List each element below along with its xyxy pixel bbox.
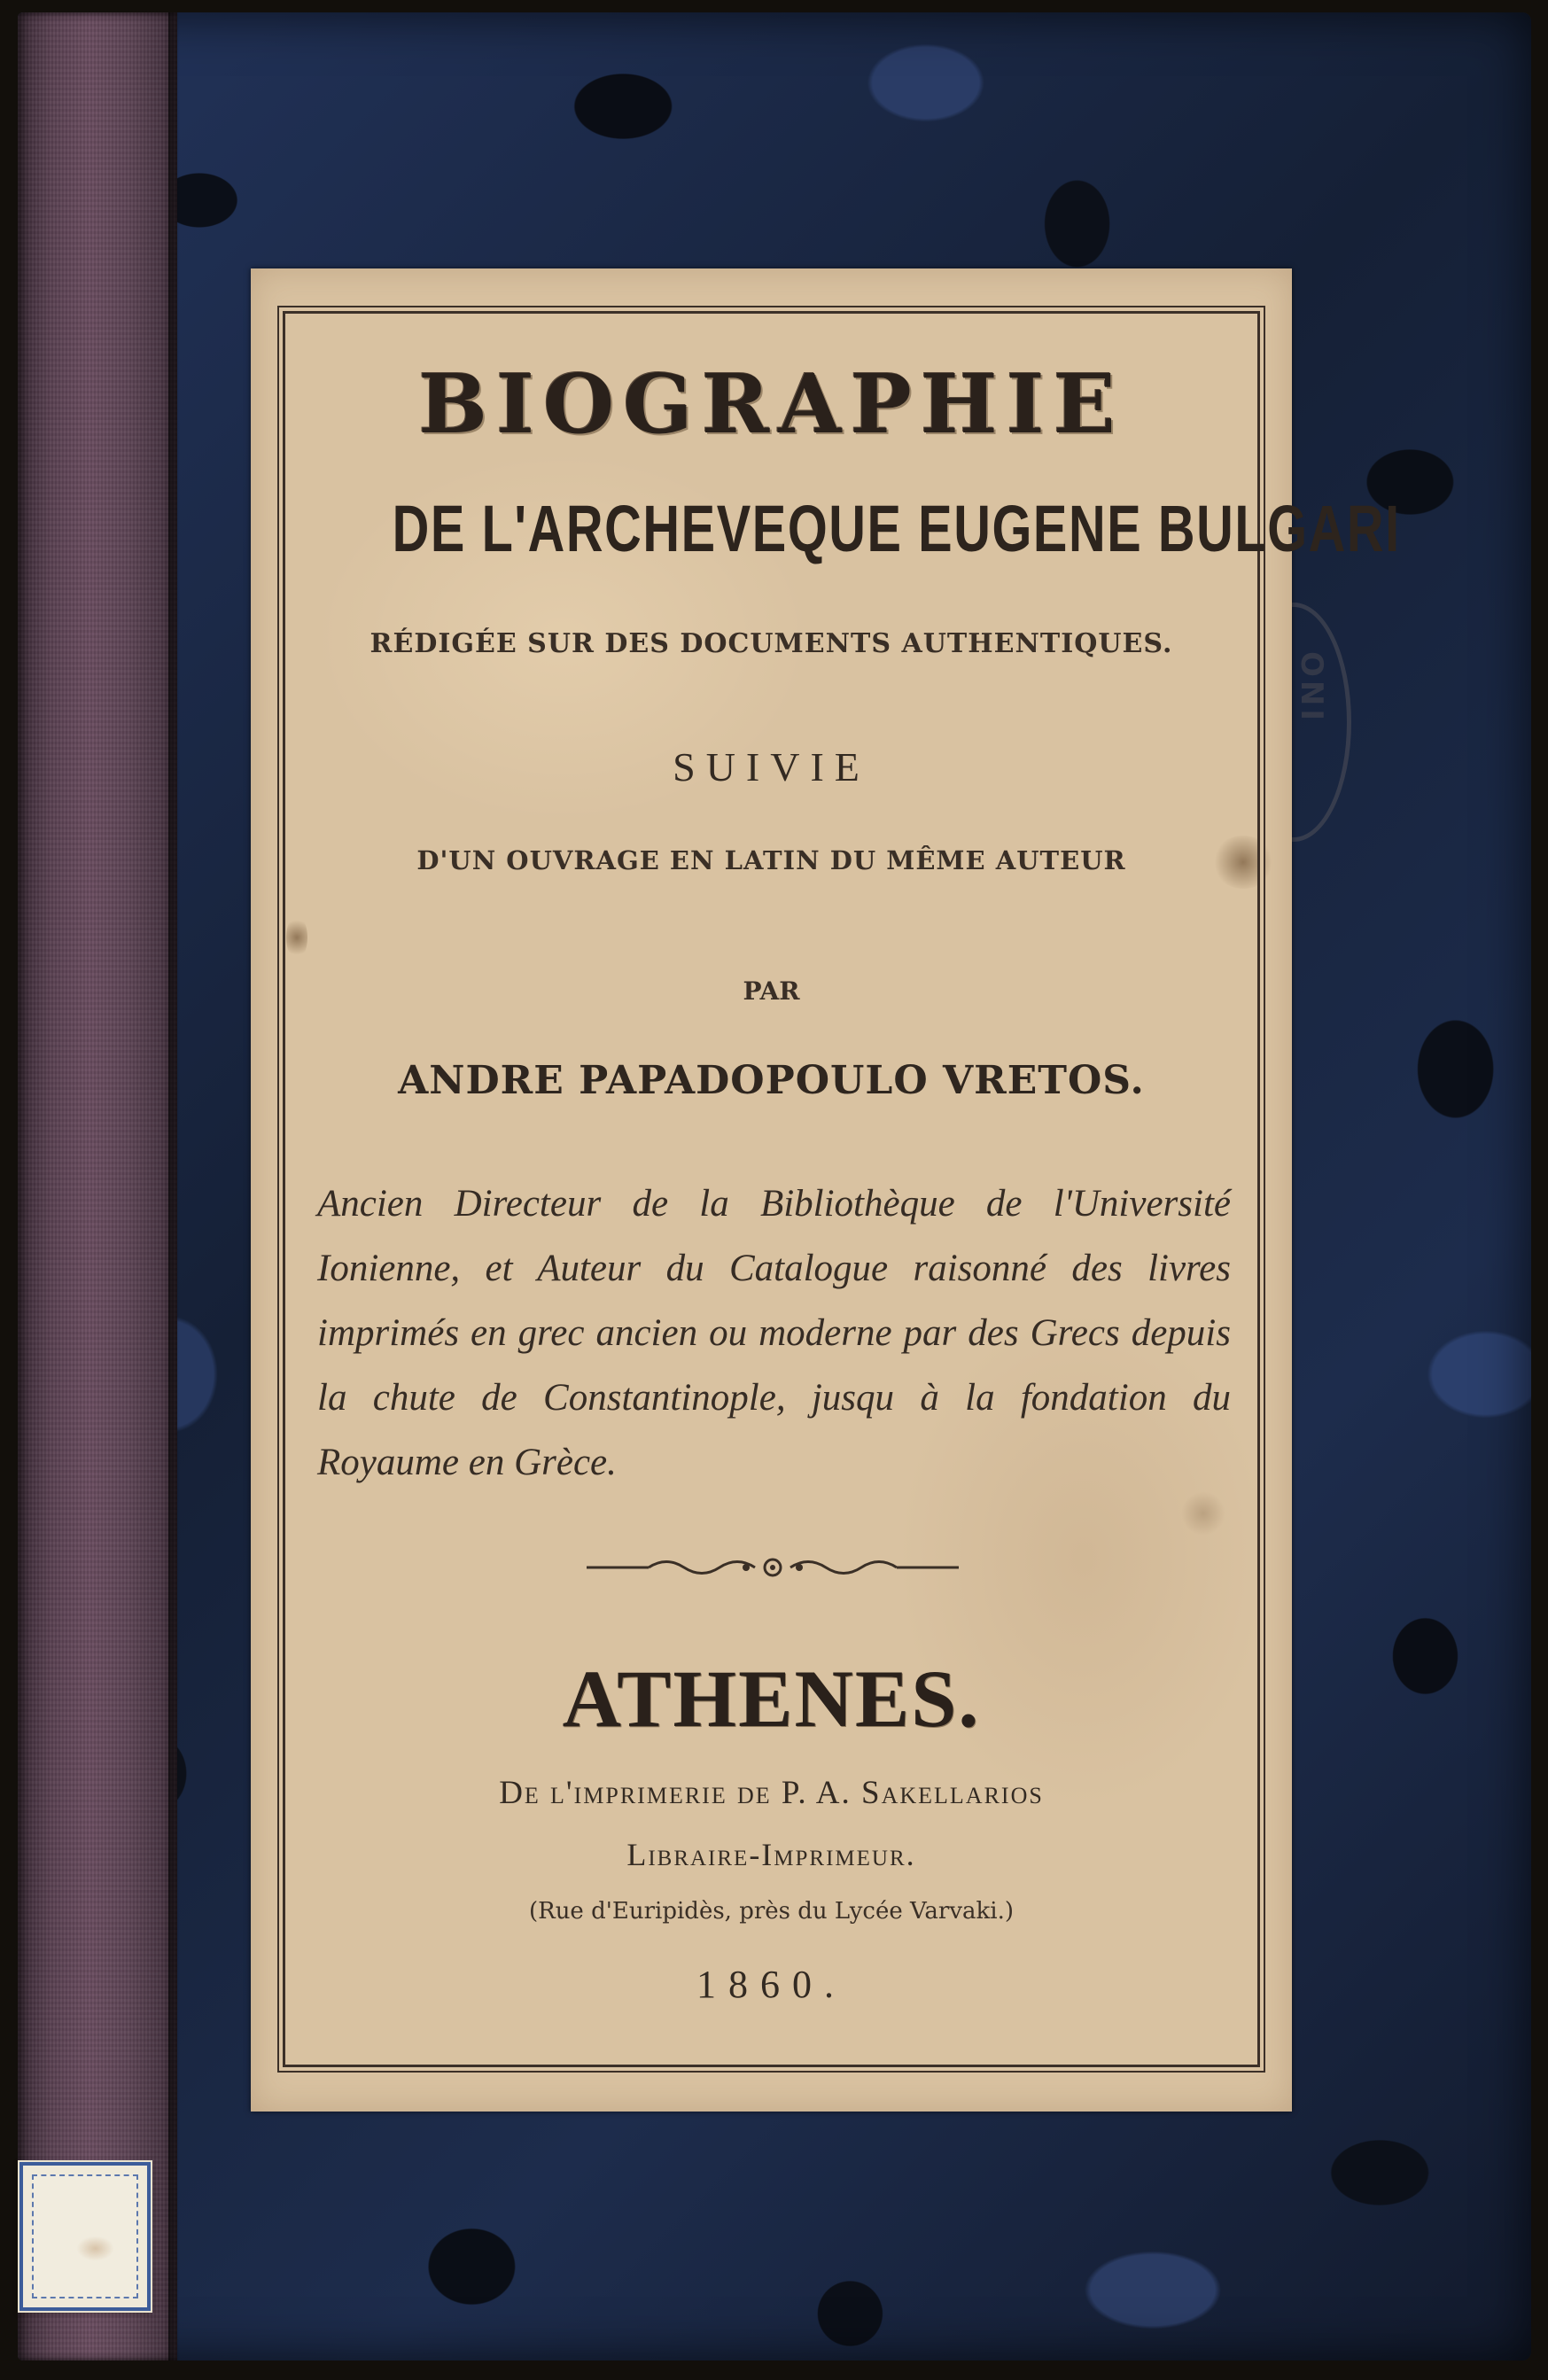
ornament-divider-icon [587, 1554, 959, 1581]
city-name: ATHENES. [562, 1653, 981, 1744]
par-line: PAR [743, 976, 800, 1006]
publication-year: 1860. [696, 1963, 846, 2006]
title-frame [283, 311, 1401, 2067]
printer-line: De l'imprimerie de P. A. Sakellarios [499, 1775, 1044, 1811]
title-line2: DE L'ARCHEVEQUE EUGENE BULGARI [392, 492, 1401, 565]
subtitle: RÉDIGÉE SUR DES DOCUMENTS AUTHENTIQUES. [369, 628, 1173, 659]
library-sticker [19, 2162, 151, 2311]
author-name: ANDRE PAPADOPOULO VRETOS. [398, 1058, 1145, 1103]
printer-address: (Rue d'Euripidès, près du Lycée Varvaki.) [528, 1898, 1015, 1925]
title-line1: BIOGRAPHIE [418, 356, 1124, 452]
printer-role: Libraire-Imprimeur. [626, 1837, 916, 1872]
stamp-text: ONI [1294, 651, 1329, 725]
title-label [251, 268, 1401, 2112]
cloth-spine [18, 12, 177, 2361]
suivie-heading: SUIVIE [673, 744, 870, 789]
title-frame-content [285, 314, 1401, 2065]
ouvrage-line: D'UN OUVRAGE EN LATIN DU MÊME AUTEUR [416, 845, 1126, 875]
author-description: Ancien Directeur de la Bibliothèque de l'Université Ionienne, et Auteur du Catalogue raisonné des livres imprimés en grec ancien ou moderne par des Grecs depuis la chute de Constantinople, jusqu à la fondation du Royaume en Grèce. [317, 1183, 1231, 1483]
library-sticker-inner [32, 2174, 138, 2298]
spine-shadow [168, 12, 179, 2361]
